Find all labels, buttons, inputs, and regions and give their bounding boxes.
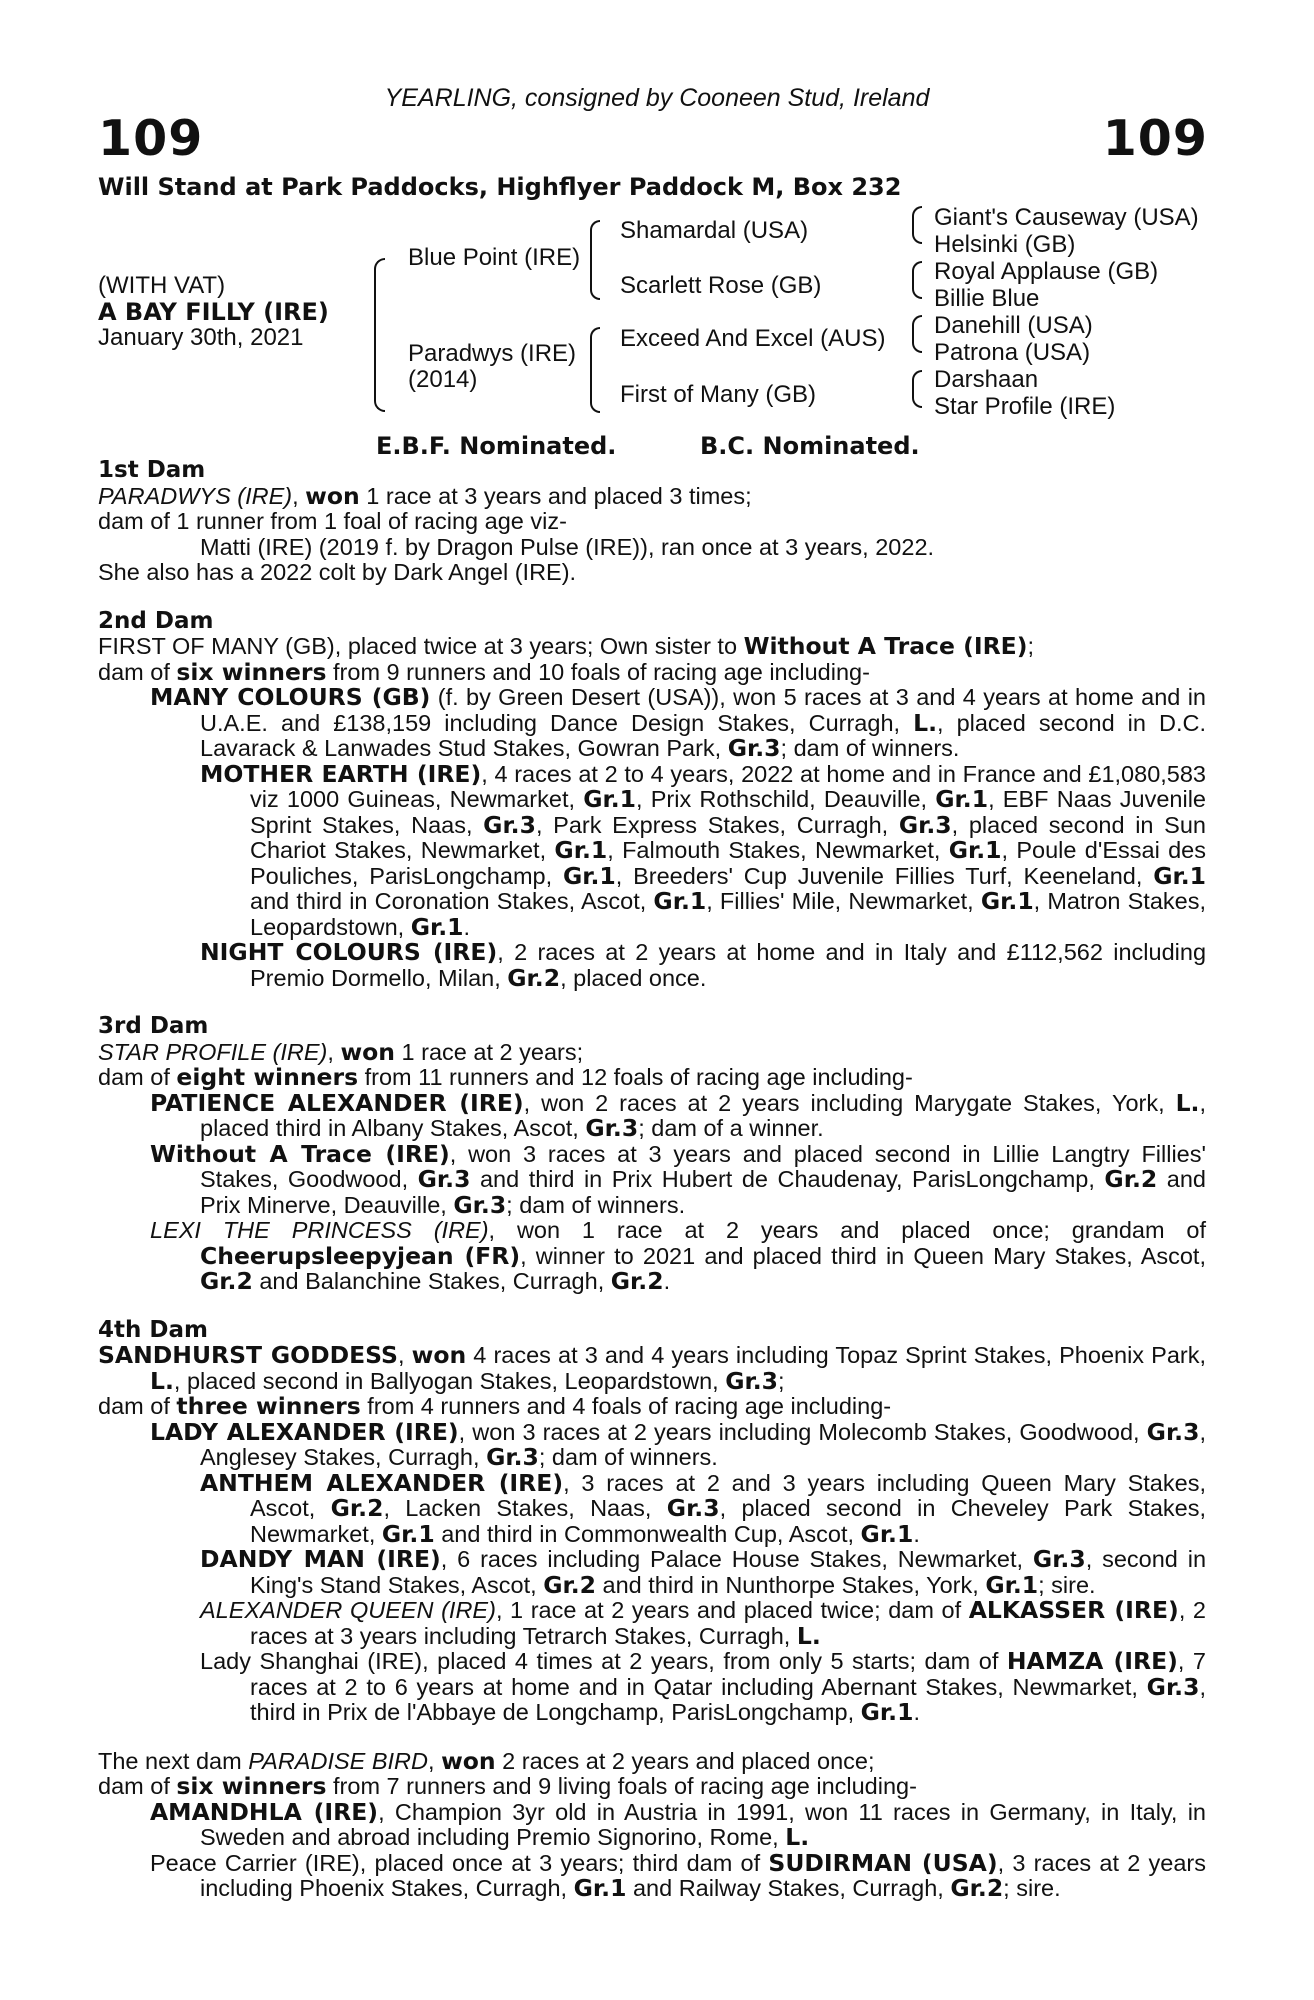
second-dam-produce: dam of six winners from 9 runners and 10 foals of racing age including-: [98, 657, 870, 686]
produce-entry: ALEXANDER QUEEN (IRE), 1 race at 2 years and placed twice; dam of ALKASSER (IRE), 2 races at 3 years including Tetrarch Stakes, Curragh, L.: [200, 1596, 1206, 1650]
dam-year: (2014): [408, 366, 478, 393]
third-dam-text: STAR PROFILE (IRE), won 1 race at 2 years;: [98, 1037, 584, 1066]
ss-dam: Helsinki (GB): [934, 231, 1076, 258]
ss-sire: Giant's Causeway (USA): [934, 204, 1199, 231]
first-dam-foal: Matti (IRE) (2019 f. by Dragon Pulse (IRE)), ran once at 3 years, 2022.: [200, 533, 935, 560]
produce-entry: MANY COLOURS (GB) (f. by Green Desert (USA)), won 5 races at 3 and 4 years at home and in U.A.E. and £138,159 including Dance Design Stakes, Curragh, L., placed second in D.C. Lavarack & Lanwades Stud Stakes, Gowran Park, Gr.3; dam of winners.: [150, 683, 1206, 762]
first-dam-note: She also has a 2022 colt by Dark Angel (IRE).: [98, 559, 577, 585]
bc-nomination: B.C. Nominated.: [700, 432, 920, 460]
fourth-dam-produce: dam of three winners from 4 runners and 4 foals of racing age including-: [98, 1392, 892, 1420]
vat-label: (WITH VAT): [98, 272, 226, 299]
second-dam-heading: 2nd Dam: [98, 607, 214, 634]
catalogue-body: [98, 458, 1206, 1902]
sire-name: Blue Point (IRE): [408, 244, 581, 271]
stand-location: Will Stand at Park Paddocks, Highflyer Paddock M, Box 232: [98, 173, 902, 201]
produce-entry: Lady Shanghai (IRE), placed 4 times at 2 years, from only 5 starts; dam of HAMZA (IRE), 7 races at 2 to 6 years at home and in Qatar including Abernant Stakes, Newmarket, Gr.3, third in Prix de l'Abbaye de Longchamp, ParisLongchamp, Gr.1.: [200, 1647, 1206, 1726]
dam-dam: First of Many (GB): [620, 381, 817, 408]
fourth-dam-heading: 4th Dam: [98, 1316, 208, 1343]
second-dam-text: FIRST OF MANY (GB), placed twice at 3 years; Own sister to Without A Trace (IRE);: [98, 632, 1035, 660]
ebf-nomination: E.B.F. Nominated.: [376, 432, 617, 460]
sire-dam: Scarlett Rose (GB): [620, 272, 822, 299]
produce-entry: Peace Carrier (IRE), placed once at 3 years; third dam of SUDIRMAN (USA), 3 races at 2 years including Phoenix Stakes, Curragh, Gr.1 and Railway Stakes, Curragh, Gr.2; sire.: [150, 1848, 1207, 1902]
produce-entry: NIGHT COLOURS (IRE), 2 races at 2 years at home and in Italy and £112,562 including Premio Dormello, Milan, Gr.2, placed once.: [200, 938, 1207, 992]
horse-dob: January 30th, 2021: [98, 324, 304, 351]
fourth-dam-text: SANDHURST GODDESS, won 4 races at 3 and 4 years including Topaz Sprint Stakes, Phoenix Park, L., placed second in Ballyogan Stakes, Leopardstown, Gr.3;: [98, 1341, 1206, 1395]
next-dam-produce: dam of six winners from 7 runners and 9 living foals of racing age including-: [98, 1772, 917, 1800]
lot-number-right: 109: [1102, 110, 1208, 167]
brace-ss: [912, 206, 922, 244]
third-dam-produce: dam of eight winners from 11 runners and 12 foals of racing age including-: [98, 1063, 913, 1091]
produce-entry: AMANDHLA (IRE), Champion 3yr old in Austria in 1991, won 11 races in Germany, in Italy, in Sweden and abroad including Premio Signorino, Rome, L.: [150, 1797, 1206, 1851]
produce-entry: MOTHER EARTH (IRE), 4 races at 2 to 4 years, 2022 at home and in France and £1,080,583 viz 1000 Guineas, Newmarket, Gr.1, Prix Rothschild, Deauville, Gr.1, EBF Naas Juvenile Sprint Stakes, Naas, Gr.3, Park Express Stakes, Curragh, Gr.3, placed second in Sun Chariot Stakes, Newmarket, Gr.1, Falmouth Stakes, Newmarket, Gr.1, Poule d'Essai des Pouliches, ParisLongchamp, Gr.1, Breeders' Cup Juvenile Fillies Turf, Keeneland, Gr.1 and third in Coronation Stakes, Ascot, Gr.1, Fillies' Mile, Newmarket, Gr.1, Matron Stakes, Leopardstown, Gr.1.: [200, 759, 1207, 941]
lot-number-left: 109: [98, 110, 204, 167]
dam-name: Paradwys (IRE): [408, 340, 577, 367]
sire-sire: Shamardal (USA): [620, 217, 809, 244]
dd-dam: Star Profile (IRE): [934, 393, 1116, 420]
brace-sd: [912, 261, 922, 299]
next-dam-text: The next dam PARADISE BIRD, won 2 races at 2 years and placed once;: [98, 1746, 875, 1775]
brace-sire: [590, 220, 600, 300]
consignor-line: YEARLING, consigned by Cooneen Stud, Ireland: [384, 84, 930, 112]
dd-sire: Darshaan: [934, 366, 1039, 393]
brace-dam: [590, 327, 600, 413]
produce-entry: LEXI THE PRINCESS (IRE), won 1 race at 2 years and placed once; grandam of Cheerupsleepyjean (FR), winner to 2021 and placed third in Queen Mary Stakes, Ascot, Gr.2 and Balanchine Stakes, Curragh, Gr.2.: [150, 1217, 1207, 1295]
horse-name: A BAY FILLY (IRE): [98, 298, 329, 326]
first-dam-text: PARADWYS (IRE), won 1 race at 3 years and placed 3 times;: [98, 481, 752, 510]
produce-entry: Without A Trace (IRE), won 3 races at 3 years and placed second in Lillie Langtry Fillies' Stakes, Goodwood, Gr.3 and third in Prix Hubert de Chaudenay, ParisLongchamp, Gr.2 and Prix Minerve, Deauville, Gr.3; dam of winners.: [150, 1139, 1206, 1219]
sd-dam: Billie Blue: [934, 285, 1040, 312]
produce-entry: LADY ALEXANDER (IRE), won 3 races at 2 years including Molecomb Stakes, Goodwood, Gr.3, Anglesey Stakes, Curragh, Gr.3; dam of winners.: [150, 1417, 1206, 1471]
ds-dam: Patrona (USA): [934, 339, 1091, 366]
produce-entry: DANDY MAN (IRE), 6 races including Palace House Stakes, Newmarket, Gr.3, second in King's Stand Stakes, Ascot, Gr.2 and third in Nunthorpe Stakes, York, Gr.1; sire.: [200, 1545, 1207, 1599]
produce-entry: ANTHEM ALEXANDER (IRE), 3 races at 2 and 3 years including Queen Mary Stakes, Ascot, Gr.2, Lacken Stakes, Naas, Gr.3, placed second in Cheveley Park Stakes, Newmarket, Gr.1 and third in Commonwealth Cup, Ascot, Gr.1.: [200, 1468, 1206, 1548]
first-dam-heading: 1st Dam: [98, 457, 206, 483]
ds-sire: Danehill (USA): [934, 312, 1093, 339]
produce-entry: PATIENCE ALEXANDER (IRE), won 2 races at 2 years including Marygate Stakes, York, L., placed third in Albany Stakes, Ascot, Gr.3; dam of a winner.: [150, 1088, 1207, 1142]
sd-sire: Royal Applause (GB): [934, 258, 1159, 285]
dam-sire: Exceed And Excel (AUS): [620, 325, 886, 352]
brace-dd: [912, 370, 922, 408]
brace-main: [374, 258, 385, 412]
first-dam-produce: dam of 1 runner from 1 foal of racing age viz-: [98, 508, 567, 534]
brace-ds: [912, 315, 922, 353]
third-dam-heading: 3rd Dam: [98, 1013, 209, 1039]
